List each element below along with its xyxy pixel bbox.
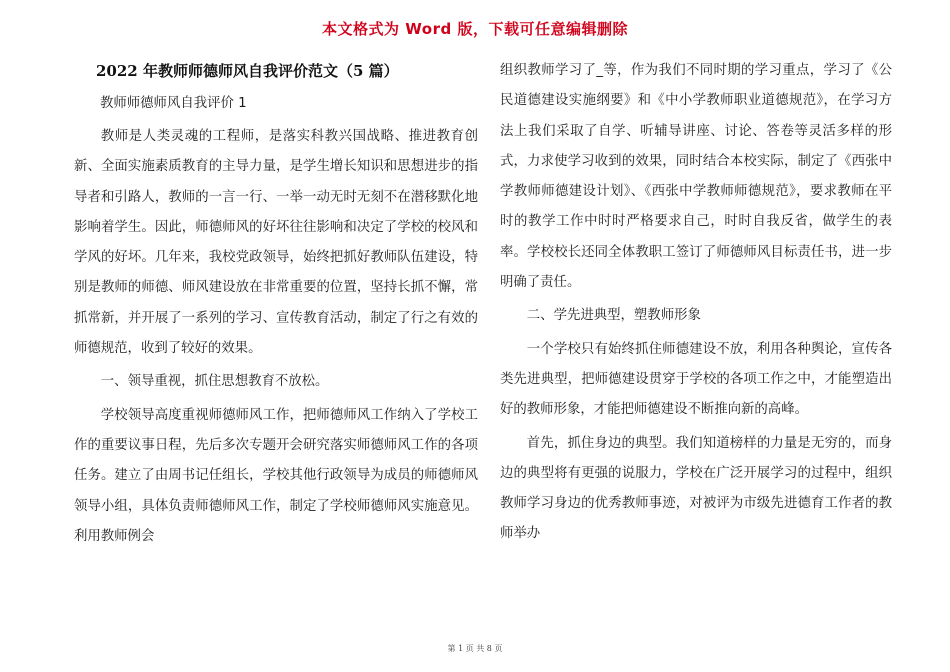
paragraph-role-models: 一个学校只有始终抓住师德建设不放，利用各种舆论，宣传各类先进典型，把师德建设贯穿于学校的各项工作之中，才能塑造出好的教师形象，才能把师德建设不断推向新的高峰。 (500, 341, 892, 418)
paragraph-intro: 教师是人类灵魂的工程师，是落实科教兴国战略、推进教育创新、全面实施素质教育的主导力量，是学生增长知识和思想进步的指导者和引路人，教师的一言一行、一举一动无时无刻不在潜移默化地影响着学生。因此，师德师风的好坏往往影响和决定了学校的校风和学风的好坏。几年来，我校党政领导，始终把抓好教师队伍建设，特别是教师的师德、师风建设放在非常重要的位置，坚持长抓不懈，常抓常新，并开展了一系列的学习、宣传教育活动，制定了行之有效的师德规范，收到了较好的效果。 (74, 129, 478, 357)
page-indicator: 第 1 页 共 8 页 (447, 644, 503, 653)
document-title: 2022 年教师师德师风自我评价范文（5 篇） (96, 62, 399, 80)
heading-section-2: 二、学先进典型，塑教师形象 (526, 308, 701, 324)
heading-section-1: 一、领导重视，抓住思想教育不放松。 (100, 374, 329, 390)
right-column (500, 56, 892, 550)
word-format-notice: 本文格式为 Word 版，下载可任意编辑删除 (322, 20, 628, 38)
paragraph-study-continued: 组织教师学习了_等，作为我们不同时期的学习重点，学习了《公民道德建设实施纲要》和《中小学教师职业道德规范》，在学习方法上我们采取了自学、听辅导讲座、讨论、答卷等灵活多样的形式，力求使学习收到的效果，同时结合本校实际，制定了《西张中学教师师德建设计划》、《西张中学教师师德规范》，要求教师在平时的教学工作中时时严格要求自己，时时自我反省，做学生的表率。学校校长还同全体教职工签订了师德师风目标责任书，进一步明确了责任。 (500, 63, 892, 291)
section-subtitle: 教师师德师风自我评价 1 (100, 96, 247, 111)
paragraph-local-examples: 首先，抓住身边的典型。我们知道榜样的力量是无穷的，而身边的典型将有更强的说服力，学校在广泛开展学习的过程中，组织教师学习身边的优秀教师事迹，对被评为市级先进德育工作者的教师举办 (500, 435, 892, 542)
paragraph-leadership: 学校领导高度重视师德师风工作，把师德师风工作纳入了学校工作的重要议事日程，先后多次专题开会研究落实师德师风工作的各项任务。建立了由周书记任组长，学校其他行政领导为成员的师德师风领导小组，具体负责师德师风工作，制定了学校师德师风实施意见。利用教师例会 (74, 407, 478, 544)
left-column (74, 56, 478, 552)
